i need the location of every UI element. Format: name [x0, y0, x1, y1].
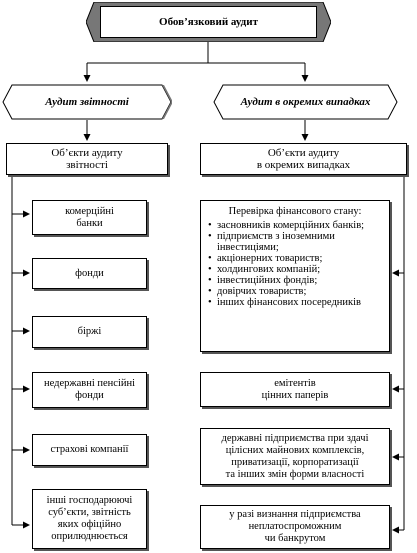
right-item-securities-issuers: емітентів цінних паперів: [200, 372, 390, 407]
list-item: • підприємств з іноземними інвестиціями;: [207, 231, 383, 253]
list-item: • інвестиційних фондів;: [207, 275, 383, 286]
section-right-label: Аудит в окремих випадках: [240, 96, 371, 108]
list-item: • холдингових компаній;: [207, 264, 383, 275]
section-left-label: Аудит звітності: [45, 96, 129, 108]
list-item: • акціонерних товариств;: [207, 253, 383, 264]
list-item: • довірчих товариств;: [207, 286, 383, 297]
left-item-other-entities: інші господарюючі суб’єкти, звітність яких офіційно оприлюднюється: [32, 489, 147, 549]
left-item-commercial-banks: комерційні банки: [32, 200, 147, 235]
left-item-insurance: страхові компанії: [32, 434, 147, 466]
left-item-pension-funds: недержавні пенсійні фонди: [32, 372, 147, 408]
list-item: • засновників комерційних банків;: [207, 220, 383, 231]
left-item-exchanges: біржі: [32, 316, 147, 348]
financial-check-box: [200, 200, 390, 352]
left-subheader: Об’єкти аудиту звітності: [6, 143, 168, 175]
title-frame: [86, 2, 331, 42]
section-left-header: [2, 84, 172, 120]
list-item: • інших фінансових посередників: [207, 297, 383, 308]
left-item-funds: фонди: [32, 258, 147, 289]
section-right-header: [213, 84, 398, 120]
right-subheader: Об’єкти аудиту в окремих випадках: [200, 143, 407, 175]
right-item-insolvency: у разі визнання підприємства неплатоспроможним чи банкрутом: [200, 505, 390, 549]
financial-check-list: [207, 220, 383, 308]
right-item-state-enterprises: державні підприємства при здачі цілісних майнових комплексів, приватизації, корпоратизації та інших змін форми власності: [200, 428, 390, 485]
financial-check-title: Перевірка фінансового стану:: [228, 206, 362, 217]
page-title: Обов’язковий аудит: [100, 6, 317, 38]
